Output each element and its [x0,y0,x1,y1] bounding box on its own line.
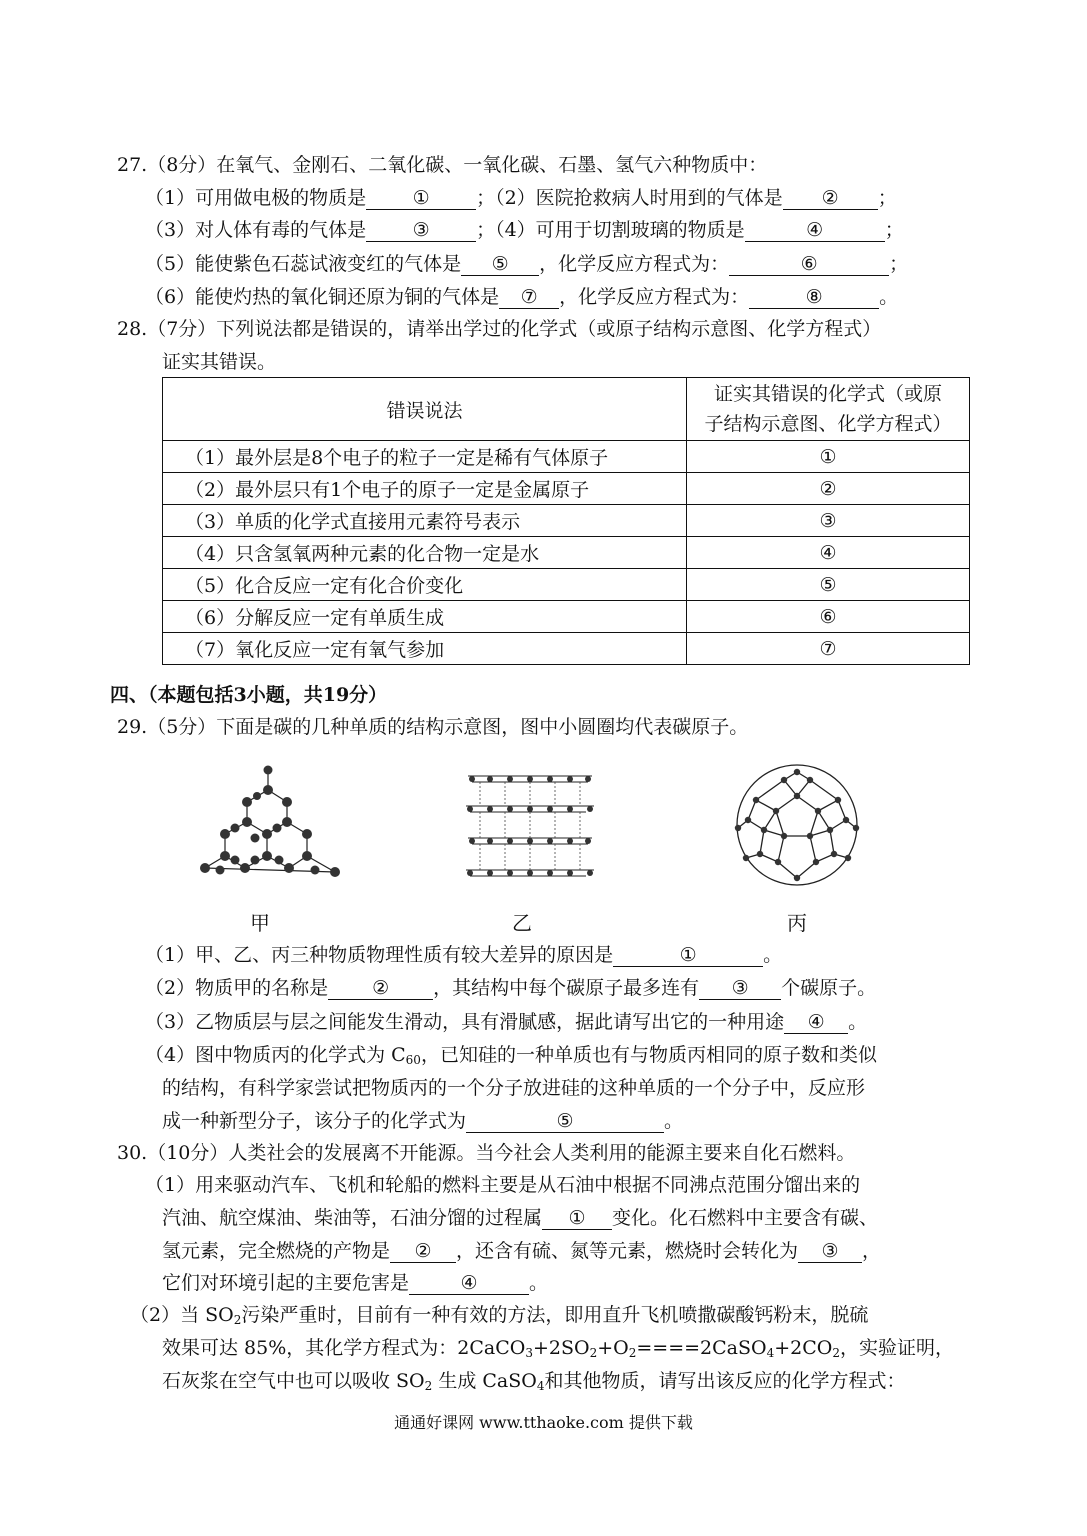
q27-blank-8[interactable]: ⑧ [749,286,879,309]
q29-line4 [145,1042,877,1068]
q27-blank-3[interactable]: ③ [366,219,476,242]
q27-blank-7[interactable]: ⑦ [499,286,559,309]
q29-q2-mid: ，其结构中每个碳原子最多连有 [433,977,700,999]
q30-q3-end: ， [862,1240,882,1262]
q29-blank-1[interactable]: ① [613,944,763,967]
table-row [163,441,970,473]
q30-text: 生成 CaSO [432,1370,537,1392]
q27-blank-4[interactable]: ④ [745,219,885,242]
q27-line4: （6）能使灼热的氧化铜还原为铜的气体是 ⑦ ，化学反应方程式为： ⑧ 。 [145,286,899,308]
row-statement: （2）最外层只有1个电子的原子一定是金属原子 [163,473,687,505]
q29-q3-end: 。 [848,1011,868,1033]
q28-title: 28.（7分）下列说法都是错误的，请举出学过的化学式（或原子结构示意图、化学方程式） [117,318,882,340]
q30-line3 [162,1238,881,1264]
q27-q4-text: ；（4）可用于切割玻璃的物质是 [476,219,745,241]
equation-part: +2SO [532,1337,590,1359]
q27-q5-eq-text: ，化学反应方程式为： [539,253,730,275]
row-answer-cell[interactable]: ⑤ [687,569,970,601]
c60-structure-figure [730,758,865,893]
subscript: 4 [536,1379,545,1393]
header-wrong-statement: 错误说法 [163,378,687,441]
row-statement: （7）氧化反应一定有氧气参加 [163,633,687,665]
q30-title: 30.（10分）人类社会的发展离不开能源。当今社会人类利用的能源主要来自化石燃料。 [117,1142,856,1164]
row-answer-cell[interactable]: ④ [687,537,970,569]
row-answer-cell[interactable]: ⑥ [687,601,970,633]
q29-c60-subscript: 60 [405,1053,421,1067]
q30-line7 [162,1368,905,1394]
q27-q1-text: （1）可用做电极的物质是 [145,187,367,209]
table-header-row [163,378,970,441]
subscript: 2 [832,1346,841,1360]
q30-line4 [162,1270,548,1296]
table-row [163,601,970,633]
q29-line6 [162,1108,683,1134]
q30-q1-text2: 变化。化石燃料中主要含有碳、 [612,1207,879,1229]
q30-q1-text: 汽油、航空煤油、柴油等，石油分馏的过程属 [162,1207,543,1229]
q29-q2-end: 个碳原子。 [781,977,877,999]
row-statement: （5）化合反应一定有化合价变化 [163,569,687,601]
q27-q6-text: （6）能使灼热的氧化铜还原为铜的气体是 [145,286,500,308]
table-row [163,473,970,505]
q30-blank-1[interactable]: ① [542,1207,612,1230]
q30-blank-3[interactable]: ③ [798,1240,862,1263]
q29-q4-text3: 成一种新型分子，该分子的化学式为 [162,1110,467,1132]
row-statement: （1）最外层是8个电子的粒子一定是稀有气体原子 [163,441,687,473]
graphite-structure-figure [460,766,600,886]
q27-line2: （3）对人体有毒的气体是 ③ ；（4）可用于切割玻璃的物质是 ④ ； [145,219,904,241]
header-proof-line1: 证实其错误的化学式（或原 [713,383,942,405]
q30-blank-2[interactable]: ② [390,1240,456,1263]
row-statement: （3）单质的化学式直接用元素符号表示 [163,505,687,537]
equation-part: 效果可达 85%，其化学方程式为：2CaCO [162,1337,526,1359]
q29-title: 29.（5分）下面是碳的几种单质的结构示意图，图中小圆圈均代表碳原子。 [117,716,749,738]
q29-q1-end: 。 [763,944,783,966]
row-answer-cell[interactable]: ① [687,441,970,473]
row-answer-cell[interactable]: ⑦ [687,633,970,665]
error-table [162,377,970,665]
q30-q3-text: ，还含有硫、氮等元素，燃烧时会转化为 [456,1240,799,1262]
q29-q3-text: （3）乙物质层与层之间能发生滑动，具有滑腻感，据此请写出它的一种用途 [145,1011,785,1033]
equation-part: +2CO [774,1337,833,1359]
q29-q1-text: （1）甲、乙、丙三种物质物理性质有较大差异的原因是 [145,944,614,966]
q28-title-cont: 证实其错误。 [162,351,277,373]
q29-q4-text2: ，已知硅的一种单质也有与物质丙相同的原子数和类似 [420,1044,877,1066]
q29-q4-text: （4）图中物质丙的化学式为 C [145,1044,406,1066]
q30-part2-text: （2）当 SO [130,1304,234,1326]
q27-title: 27.（8分）在氧气、金刚石、二氧化碳、一氧化碳、石墨、氢气六种物质中： [117,154,768,176]
q30-q4-end: 。 [529,1272,549,1294]
q29-blank-3[interactable]: ③ [699,977,781,1000]
row-statement: （6）分解反应一定有单质生成 [163,601,687,633]
q29-line3 [145,1009,867,1035]
q30-blank-4[interactable]: ④ [409,1272,529,1295]
q27-line1: （1）可用做电极的物质是 ① ；（2）医院抢救病人时用到的气体是 ② ； [145,187,897,209]
q29-blank-2[interactable]: ② [328,977,433,1000]
q29-line1 [145,942,782,968]
table-row [163,537,970,569]
section-4-heading: 四、（本题包括3小题，共19分） [110,684,388,706]
q30-q2-text: 氢元素，完全燃烧的产物是 [162,1240,391,1262]
q27-blank-1[interactable]: ① [366,187,476,210]
q30-part2-text2: 污染严重时，目前有一种有效的方法，即用直升飞机喷撒碳酸钙粉末，脱硫 [241,1304,869,1326]
q27-blank-6[interactable]: ⑥ [729,253,889,276]
q29-q2-text: （2）物质甲的名称是 [145,977,329,999]
equation-part: +O [597,1337,629,1359]
subscript: 2 [628,1346,637,1360]
q27-q5-text: （5）能使紫色石蕊试液变红的气体是 [145,253,462,275]
subscript: 2 [233,1313,242,1327]
row-answer-cell[interactable]: ② [687,473,970,505]
subscript: 2 [589,1346,598,1360]
header-proof [687,378,970,441]
q27-q2-text: ；（2）医院抢救病人时用到的气体是 [476,187,783,209]
q30-line1: （1）用来驱动汽车、飞机和轮船的燃料主要是从石油中根据不同沸点范围分馏出来的 [145,1174,861,1196]
q30-q4-text: 它们对环境引起的主要危害是 [162,1272,410,1294]
q27-blank-5[interactable]: ⑤ [461,253,539,276]
q27-blank-2[interactable]: ② [783,187,878,210]
diamond-structure-figure [195,760,355,885]
subscript: 2 [424,1379,433,1393]
q30-text: 和其他物质，请写出该反应的化学方程式： [544,1370,906,1392]
header-proof-line2: 子结构示意图、化学方程式） [704,413,952,435]
row-answer-cell[interactable]: ③ [687,505,970,537]
q27-line3: （5）能使紫色石蕊试液变红的气体是 ⑤ ，化学反应方程式为： ⑥ ； [145,253,909,275]
caption-yi: 乙 [512,911,532,935]
q30-text: 石灰浆在空气中也可以吸收 SO [162,1370,425,1392]
equation-part: ，实验证明， [840,1337,955,1359]
caption-bing: 丙 [787,911,807,935]
q29-line2 [145,975,876,1001]
q29-blank-4[interactable]: ④ [784,1011,848,1034]
table-row [163,633,970,665]
subscript: 3 [525,1346,533,1360]
q29-line5: 的结构，有科学家尝试把物质丙的一个分子放进硅的这种单质的一个分子中，反应形 [162,1077,866,1099]
q27-q3-text: （3）对人体有毒的气体是 [145,219,367,241]
table-row [163,505,970,537]
page-footer: 通通好课网 www.tthaoke.com 提供下载 [394,1413,693,1432]
row-statement: （4）只含氢氧两种元素的化合物一定是水 [163,537,687,569]
q29-blank-5[interactable]: ⑤ [466,1110,664,1133]
caption-jia: 甲 [250,911,270,935]
q30-line2 [162,1205,878,1231]
q30-line5 [130,1302,868,1328]
table-row [163,569,970,601]
q29-q4-end: 。 [664,1110,684,1132]
equation-part: ====2CaSO [636,1337,767,1359]
q27-q6-eq-text: ，化学反应方程式为： [559,286,750,308]
q30-line6 [162,1335,954,1361]
subscript: 4 [766,1346,775,1360]
